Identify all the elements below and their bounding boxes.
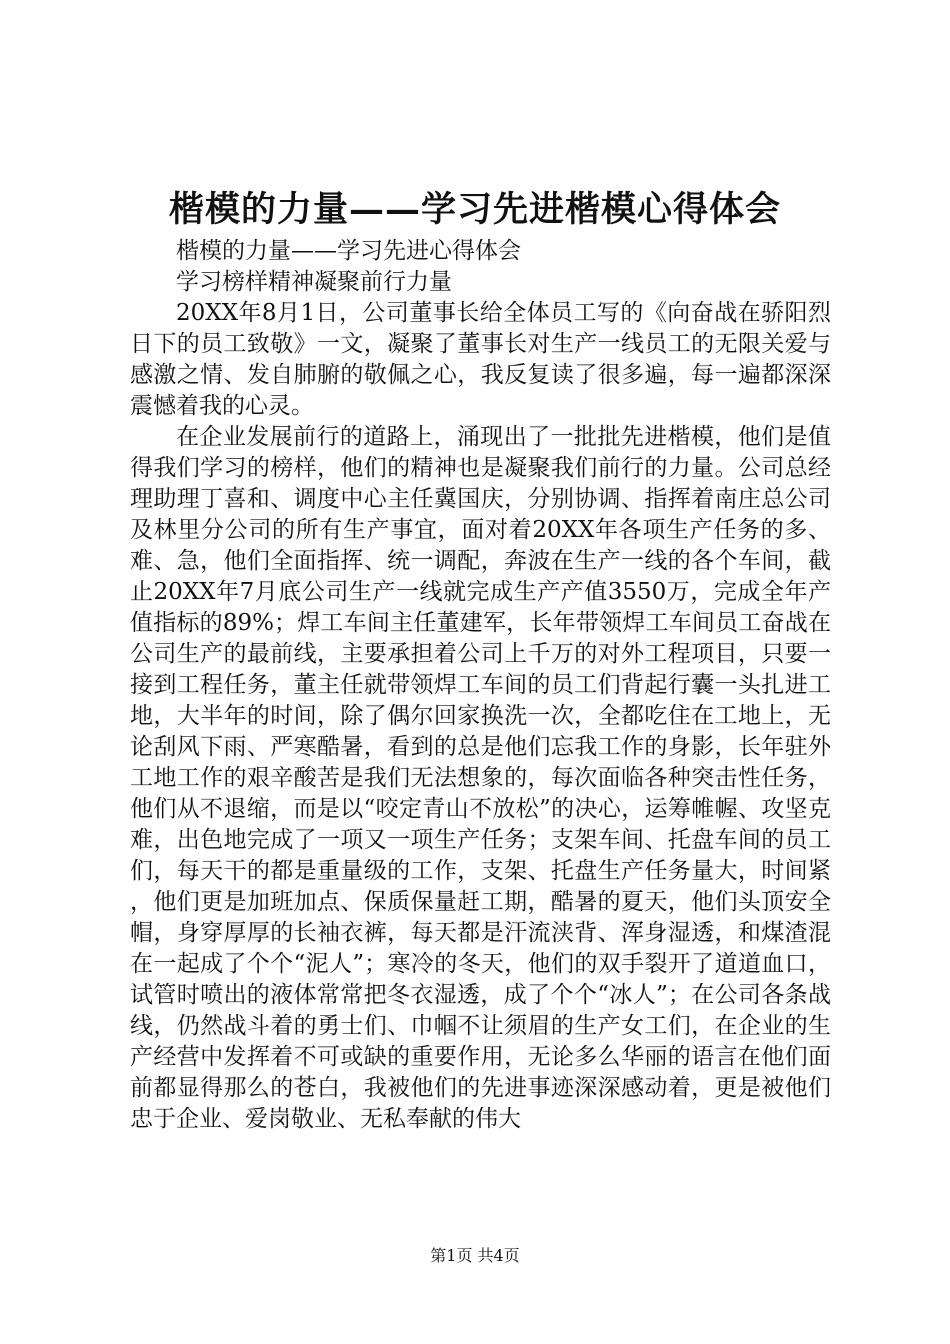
paragraph-1: 20XX年8月1日，公司董事长给全体员工写的《向奋战在骄阳烈日下的员工致敬》一文，凝聚了董事长对生产一线员工的无限关爱与感激之情、发自肺腑的敬佩之心，我反复读了很多遍，每一遍都深深震憾着我的心灵。 — [130, 300, 831, 419]
document-body — [130, 236, 831, 1135]
document-subtitle: 楷模的力量——学习先进心得体会 — [176, 238, 521, 264]
paragraph-2: 在企业发展前行的道路上，涌现出了一批批先进楷模，他们是值得我们学习的榜样，他们的精神也是凝聚我们前行的力量。公司总经理助理丁喜和、调度中心主任冀国庆，分别协调、指挥着南庄总公司及林里分公司的所有生产事宜，面对着20XX年各项生产任务的多、难、急，他们全面指挥、统一调配，奔波在生产一线的各个车间，截止20XX年7月底公司生产一线就完成生产产值3550万，完成全年产值指标的89%；焊工车间主任董建军，长年带领焊工车间员工奋战在公司生产的最前线，主要承担着公司上千万的对外工程项目，只要一接到工程任务，董主任就带领焊工车间的员工们背起行囊一头扎进工地，大半年的时间，除了偶尔回家换洗一次，全都吃住在工地上，无论刮风下雨、严寒酷暑，看到的总是他们忘我工作的身影，长年驻外工地工作的艰辛酸苦是我们无法想象的，每次面临各种突击性任务，他们从不退缩，而是以“咬定青山不放松”的决心，运筹帷幄、攻坚克难，出色地完成了一项又一项生产任务；支架车间、托盘车间的员工们，每天干的都是重量级的工作，支架、托盘生产任务量大，时间紧，他们更是加班加点、保质保量赶工期，酷暑的夏天，他们头顶安全帽，身穿厚厚的长袖衣裤，每天都是汗流浃背、浑身湿透，和煤渣混在一起成了个个“泥人”；寒冷的冬天，他们的双手裂开了道道血口，试管时喷出的液体常常把冬衣湿透，成了个个“冰人”；在公司各条战线，仍然战斗着的勇士们、巾帼不让须眉的生产女工们，在企业的生产经营中发挥着不可或缺的重要作用，无论多么华丽的语言在他们面前都显得那么的苍白，我被他们的先进事迹深深感动着，更是被他们忠于企业、爱岗敬业、无私奉献的伟大 — [130, 424, 831, 1132]
section-heading: 学习榜样精神凝聚前行力量 — [176, 269, 452, 295]
page-number-footer: 第1页 共4页 — [430, 1246, 520, 1265]
document-title: 楷模的力量——学习先进楷模心得体会 — [168, 189, 781, 230]
